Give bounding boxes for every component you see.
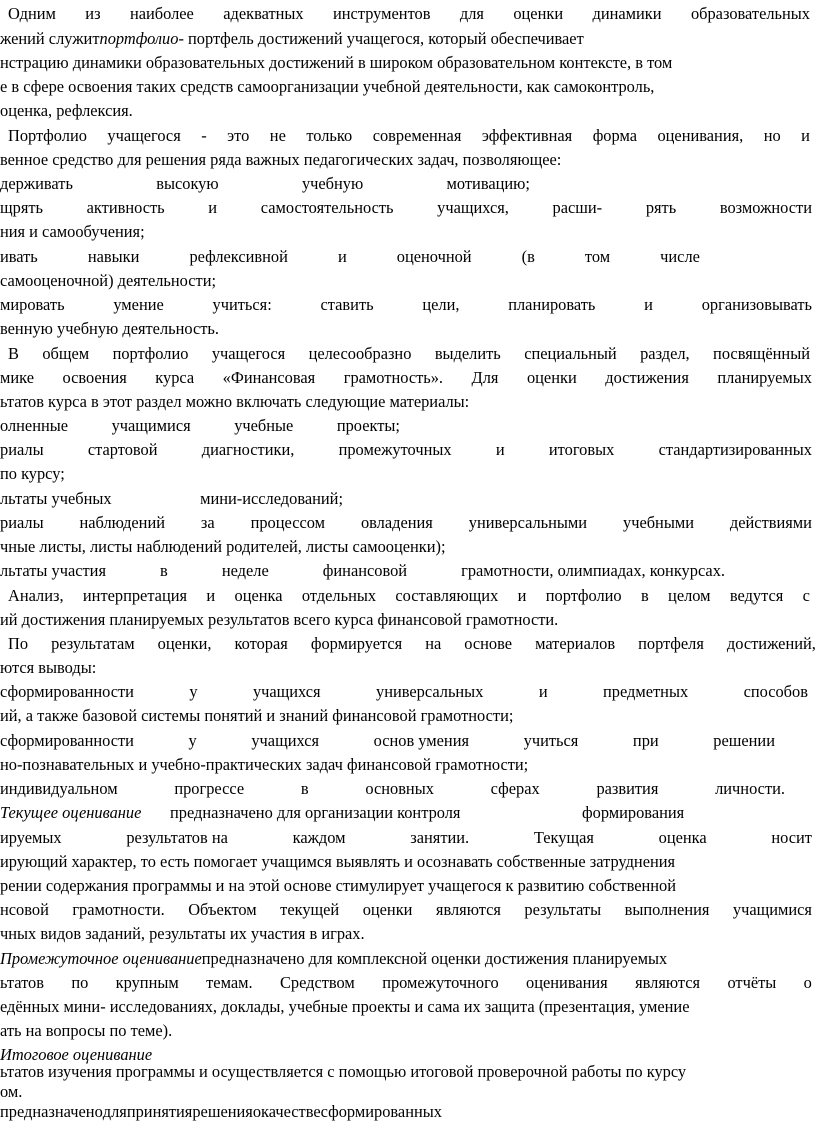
word: и <box>495 440 505 459</box>
word: в <box>160 561 168 580</box>
word: рять <box>645 198 677 217</box>
word: целом <box>668 586 711 605</box>
list2-item-3 <box>0 487 343 510</box>
word: индивидуальном <box>0 779 118 798</box>
word: учащимися <box>111 416 191 435</box>
word: сформированности <box>0 731 134 750</box>
word: оценивания <box>526 973 608 992</box>
word: и <box>517 586 527 605</box>
word: оценки <box>513 4 564 23</box>
p6-line-2 <box>0 826 812 849</box>
word: - <box>201 126 207 145</box>
word: щрять <box>0 198 43 217</box>
list1-item-4 <box>0 293 812 316</box>
word: темам. <box>206 973 253 992</box>
word: способов <box>743 682 808 701</box>
word: учащихся <box>251 731 320 750</box>
word: результатам <box>51 634 135 653</box>
word: достижения <box>605 368 689 387</box>
word: нсовой <box>0 900 49 919</box>
word: по <box>71 973 89 992</box>
word: овладения <box>360 513 433 532</box>
word: Для <box>471 368 499 387</box>
term-intermediate-assessment: Промежуточное оценивание <box>0 949 202 968</box>
word: являются <box>635 973 701 992</box>
p8-line-3: ом. <box>0 1082 23 1101</box>
word: но <box>763 126 781 145</box>
p1-line-1 <box>8 2 810 25</box>
word: занятии. <box>410 828 470 847</box>
word: носит <box>771 828 812 847</box>
p7-line-3: едённых мини- исследованиях, доклады, учебные проекты и сама их защита (презентация, умение <box>0 997 690 1016</box>
word: наблюдений <box>79 513 165 532</box>
word: учащимися <box>732 900 812 919</box>
list1-item-2 <box>0 196 812 219</box>
word: активность <box>86 198 165 217</box>
list3-item-1 <box>0 680 808 703</box>
word: и <box>337 247 347 266</box>
word: риалы <box>0 513 44 532</box>
word: и <box>208 198 218 217</box>
word: итоговых <box>548 440 615 459</box>
word: учащихся <box>252 682 321 701</box>
p2-line-2: венное средство для решения ряда важных педагогических задач, позволяющее: <box>0 150 562 169</box>
word: эффективная <box>481 126 573 145</box>
word: за <box>200 513 215 532</box>
word: инструментов <box>333 4 431 23</box>
word: Средством <box>279 973 355 992</box>
word: Объектом <box>188 900 257 919</box>
word: универсальными <box>468 513 588 532</box>
p1-line-5: оценка, рефлексия. <box>0 101 133 120</box>
word: из <box>85 4 101 23</box>
word: результаты <box>524 900 602 919</box>
word: держивать <box>0 174 73 193</box>
list1-item-4-cont: венную учебную деятельность. <box>0 319 219 338</box>
word: грамотности. <box>72 900 165 919</box>
word: стандартизированных <box>658 440 812 459</box>
word: оценки, <box>157 634 212 653</box>
word: учиться: <box>212 295 272 314</box>
list2-item-4 <box>0 511 812 534</box>
word: цели, <box>422 295 460 314</box>
word: оценивания, <box>657 126 744 145</box>
word: мини-исследований; <box>200 489 343 508</box>
word: принятия <box>126 1102 193 1121</box>
word: самостоятельность <box>260 198 394 217</box>
word: форма <box>592 126 637 145</box>
word: решения <box>192 1102 253 1121</box>
word: личности. <box>715 779 785 798</box>
word: процессом <box>250 513 326 532</box>
word: освоения <box>62 368 127 387</box>
word: с <box>802 586 810 605</box>
word: и <box>538 682 548 701</box>
term-portfolio: портфолио <box>99 29 179 48</box>
p6-line-1: Текущее оценивание предназначено для организации контроля формирования <box>0 803 685 822</box>
word: для <box>102 1102 127 1121</box>
word: рефлексивной <box>189 247 288 266</box>
list2-item-2 <box>0 438 812 461</box>
word: риалы <box>0 440 44 459</box>
list2-item-5 <box>0 559 725 582</box>
word: (в <box>521 247 535 266</box>
word: умение <box>113 295 164 314</box>
word: которая <box>234 634 288 653</box>
list1-item-1 <box>0 172 530 195</box>
word: организовывать <box>701 295 812 314</box>
p8-line-1-rest <box>0 1100 816 1123</box>
word: стартовой <box>87 440 158 459</box>
p3-line-1 <box>8 342 810 365</box>
word: ставить <box>320 295 374 314</box>
p5-line-2: ются выводы: <box>0 658 97 677</box>
word: учащегося <box>107 126 181 145</box>
word: о <box>252 1102 262 1121</box>
word: каждом <box>292 828 346 847</box>
word: крупным <box>115 973 179 992</box>
word: промежуточных <box>338 440 452 459</box>
p3-line-3: ьтатов курса в этот раздел можно включать следующие материалы: <box>0 392 470 411</box>
word: учиться <box>523 731 579 750</box>
word: и <box>206 586 216 605</box>
word: при <box>632 731 659 750</box>
word: мике <box>0 368 34 387</box>
word: сферах <box>490 779 540 798</box>
word: ьтатов <box>0 973 44 992</box>
word: оценки <box>362 900 413 919</box>
word: адекватных <box>223 4 304 23</box>
word: По <box>8 634 29 653</box>
word: на <box>425 634 442 653</box>
word: это <box>227 126 250 145</box>
word: в <box>640 586 649 605</box>
word: неделе <box>221 561 269 580</box>
word: качестве <box>261 1102 321 1121</box>
word: высокую <box>156 174 219 193</box>
word: числе <box>660 247 700 266</box>
word: планировать <box>508 295 596 314</box>
word: формируется <box>310 634 403 653</box>
word: ивать <box>0 247 38 266</box>
word: динамики <box>592 4 662 23</box>
p4-line-1 <box>8 584 810 607</box>
word: развития <box>596 779 659 798</box>
p7-line-1: Промежуточное оцениваниепредназначено для комплексной оценки достижения планируемых <box>0 949 668 968</box>
word: портфеля <box>638 634 704 653</box>
p8-line-2: ьтатов изучения программы и осуществляется с помощью итоговой проверочной работы по курсу <box>0 1062 687 1081</box>
word: выполнения <box>624 900 710 919</box>
word: посвящённый <box>713 344 810 363</box>
list3-item-1-cont: ий, а также базовой системы понятий и знаний финансовой грамотности; <box>0 706 514 725</box>
p6-line-5 <box>0 898 812 921</box>
word: промежуточного <box>382 973 499 992</box>
list1-item-2-cont: ния и самообучения; <box>0 222 145 241</box>
word: диагностики, <box>201 440 295 459</box>
word: не <box>269 126 286 145</box>
word: Одним <box>8 4 56 23</box>
word: выделить <box>434 344 501 363</box>
word: оценка <box>658 828 707 847</box>
p6-line-6: чных видов заданий, результаты их участия в играх. <box>0 924 365 943</box>
word: навыки <box>87 247 140 266</box>
p4-line-2: ий достижения планируемых результатов всего курса финансовой грамотности. <box>0 610 559 629</box>
word: Анализ, <box>8 586 64 605</box>
word: являются <box>435 900 501 919</box>
word: возможности <box>719 198 812 217</box>
word: и <box>801 126 810 145</box>
word: текущей <box>280 900 340 919</box>
list2-item-1 <box>0 414 400 437</box>
list3-item-2-cont: но-познавательных и учебно-практических задач финансовой грамотности; <box>0 755 529 774</box>
word: льтаты учебных <box>0 489 112 508</box>
list2-item-4-cont: чные листы, листы наблюдений родителей, листы самооценки); <box>0 537 446 556</box>
word: универсальных <box>376 682 484 701</box>
word: образовательных <box>690 4 810 23</box>
word: основе <box>464 634 513 653</box>
word: «Финансовая <box>222 368 316 387</box>
word: и <box>644 295 653 314</box>
word: сформированных <box>320 1102 442 1121</box>
word: о <box>803 973 812 992</box>
word: достижений, <box>726 634 816 653</box>
word: отдельных <box>301 586 377 605</box>
word: раздел, <box>640 344 690 363</box>
word: ируемых <box>0 828 62 847</box>
word: в <box>300 779 309 798</box>
word: составляющих <box>395 586 499 605</box>
word: том <box>584 247 611 266</box>
word: учебные <box>234 416 294 435</box>
p1-line-2: жений служитпортфолио- портфель достижений учащегося, который обеспечивает <box>0 29 584 48</box>
word: оценочной <box>396 247 472 266</box>
word: оценка <box>234 586 283 605</box>
word: общем <box>42 344 90 363</box>
word: планируемых <box>717 368 812 387</box>
p1-line-3: нстрацию динамики образовательных достижений в широком образовательном контексте, в том <box>0 53 673 72</box>
word: интерпретация <box>82 586 188 605</box>
p1-line-4: е в сфере освоения таких средств самоорганизации учебной деятельности, как самоконтроль, <box>0 77 655 96</box>
word: наиболее <box>129 4 194 23</box>
word: Портфолио <box>8 126 87 145</box>
word: портфолио <box>545 586 622 605</box>
p2-line-1 <box>8 124 810 147</box>
word: сформированности <box>0 682 134 701</box>
word: учащегося <box>211 344 286 363</box>
word: материалов <box>535 634 616 653</box>
word: у <box>189 682 198 701</box>
word: действиями <box>729 513 812 532</box>
word: основ умения <box>373 731 470 750</box>
word: специальный <box>524 344 617 363</box>
word: решении <box>713 731 775 750</box>
p6-line-3: ирующий характер, то есть помогает учащимся выявлять и осознавать собственные затруднения <box>0 852 676 871</box>
word: отчёты <box>727 973 777 992</box>
word: учебными <box>623 513 694 532</box>
term-current-assessment: Текущее оценивание <box>0 803 142 822</box>
word: Текущая <box>533 828 594 847</box>
word: финансовой <box>322 561 408 580</box>
word: современная <box>372 126 462 145</box>
word: у <box>188 731 197 750</box>
word: олненные <box>0 416 69 435</box>
word: предметных <box>603 682 689 701</box>
word: основных <box>365 779 434 798</box>
list1-item-3-cont: самооценочной) деятельности; <box>0 271 217 290</box>
word: грамотности, олимпиадах, конкурсах. <box>461 561 725 580</box>
p3-line-2 <box>0 366 812 389</box>
list3-item-3 <box>0 777 785 800</box>
word: мировать <box>0 295 65 314</box>
word: для <box>459 4 484 23</box>
list3-item-2 <box>0 729 775 752</box>
word: учебную <box>301 174 364 193</box>
word: оценки <box>526 368 577 387</box>
word: расши- <box>552 198 603 217</box>
list1-item-3 <box>0 245 700 268</box>
word: только <box>306 126 353 145</box>
word: проекты; <box>336 416 400 435</box>
word: результатов на <box>126 828 228 847</box>
term-final-assessment: Итоговое оценивание <box>0 1045 153 1064</box>
word: курса <box>155 368 195 387</box>
list2-item-2-cont: по курсу; <box>0 464 65 483</box>
p6-line-4: рении содержания программы и на этой основе стимулирует учащегося к развитию собственной <box>0 876 677 895</box>
word: мотивацию; <box>446 174 530 193</box>
p5-line-1 <box>8 632 816 655</box>
word: целесообразно <box>308 344 412 363</box>
word: предназначено <box>0 1102 103 1121</box>
p7-line-4: ать на вопросы по теме). <box>0 1021 173 1040</box>
word: учащихся, <box>437 198 509 217</box>
p7-line-2 <box>0 971 812 994</box>
word: портфолио <box>112 344 189 363</box>
word: ведутся <box>729 586 784 605</box>
word: льтаты участия <box>0 561 106 580</box>
word: прогрессе <box>174 779 245 798</box>
word: грамотность». <box>343 368 444 387</box>
word: В <box>8 344 19 363</box>
